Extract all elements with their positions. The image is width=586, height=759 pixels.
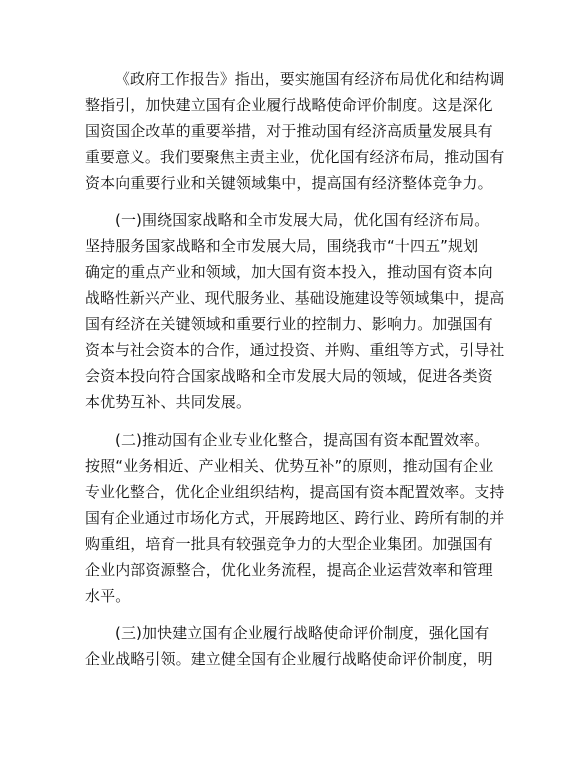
text-line: 国有经济在关键领域和重要行业的控制力、影响力。加强国有 (85, 315, 493, 333)
paragraph-section-1 (85, 207, 505, 415)
text-line: 战略性新兴产业、现代服务业、基础设施建设等领域集中，提高 (85, 289, 505, 307)
text-line: 会资本投向符合国家战略和全市发展大局的领域，促进各类资 (85, 367, 493, 385)
text-line: 企业内部资源整合，优化业务流程，提高企业运营效率和管理 (85, 561, 493, 579)
paragraph-section-2 (85, 427, 505, 609)
paragraph-section-3 (85, 620, 505, 672)
section-heading-line: (二)推动国有企业专业化整合，提高国有资本配置效率。 (115, 431, 490, 449)
text-line: 坚持服务国家战略和全市发展大局，围绕我市“十四五”规划 (85, 237, 479, 255)
text-line: 国有企业通过市场化方式，开展跨地区、跨行业、跨所有制的并 (85, 509, 505, 527)
text-line: 确定的重点产业和领域，加大国有资本投入，推动国有资本向 (85, 263, 493, 281)
text-line: 资本向重要行业和关键领域集中，提高国有经济整体竞争力。 (85, 174, 493, 192)
section-heading-line: (一)围绕国家战略和全市发展大局，优化国有经济布局。 (115, 211, 490, 229)
text-line: 按照“业务相近、产业相关、优势互补”的原则，推动国有企业 (85, 457, 494, 475)
text-line: 重要意义。我们要聚焦主责主业，优化国有经济布局，推动国有 (85, 148, 505, 166)
text-line: 资本与社会资本的合作，通过投资、并购、重组等方式，引导社 (85, 341, 505, 359)
text-line: 购重组，培育一批具有较强竞争力的大型企业集团。加强国有 (85, 535, 493, 553)
text-line: 《政府工作报告》指出，要实施国有经济布局优化和结构调 (115, 70, 505, 88)
paragraph-intro (85, 66, 505, 196)
section-heading-line: (三)加快建立国有企业履行战略使命评价制度，强化国有 (115, 624, 490, 642)
text-line: 专业化整合，优化企业组织结构，提高国有资本配置效率。支持 (85, 483, 505, 501)
text-line: 企业战略引领。建立健全国有企业履行战略使命评价制度，明 (85, 650, 493, 668)
text-line: 本优势互补、共同发展。 (85, 393, 252, 411)
text-line: 国资国企改革的重要举措，对于推动国有经济高质量发展具有 (85, 122, 493, 140)
text-line: 整指引，加快建立国有企业履行战略使命评价制度。这是深化 (85, 96, 493, 114)
text-line: 水平。 (85, 587, 131, 605)
